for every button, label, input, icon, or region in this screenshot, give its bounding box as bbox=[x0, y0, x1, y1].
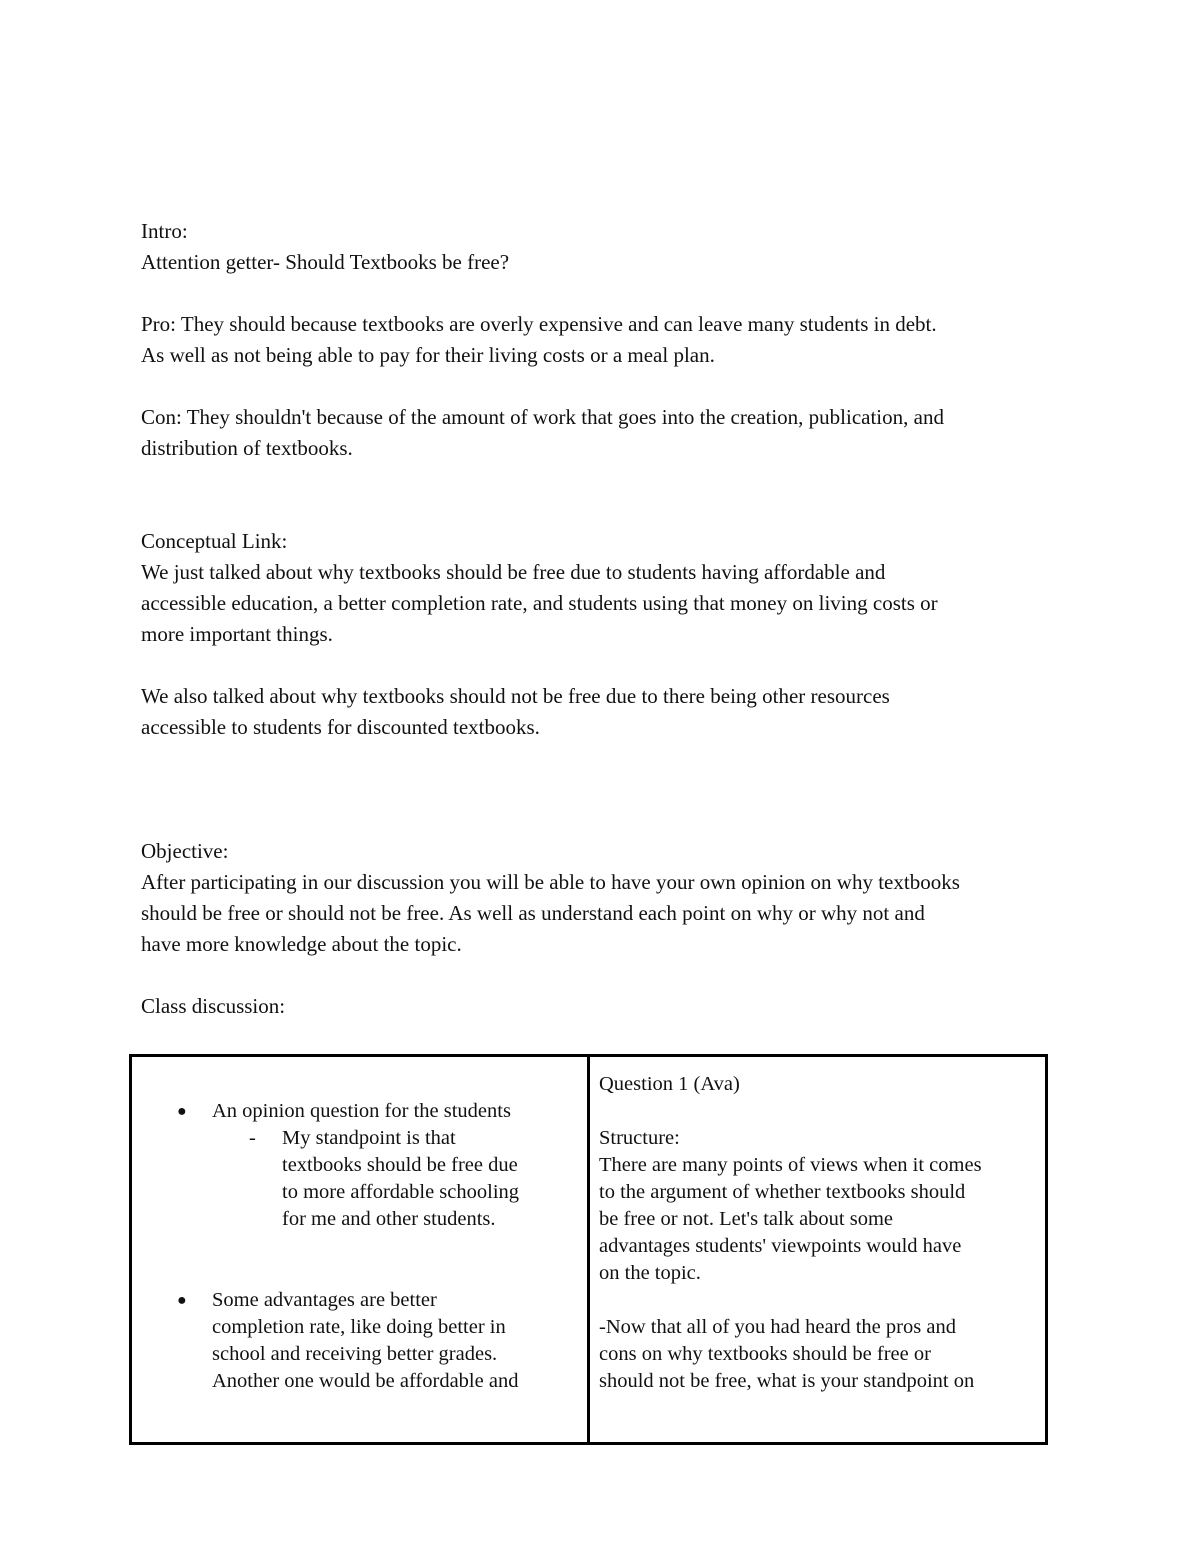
discussion-table bbox=[129, 1054, 1048, 1445]
conceptual-link-p1-line-3: more important things. bbox=[141, 622, 333, 646]
objective-heading: Objective: bbox=[141, 839, 229, 863]
conceptual-link-heading: Conceptual Link: bbox=[141, 529, 288, 553]
question-line-3: should not be free, what is your standpoint on bbox=[599, 1370, 975, 1392]
bullet-1-text: An opinion question for the students bbox=[212, 1100, 511, 1122]
table-row bbox=[131, 1056, 1047, 1444]
sub-1-line-2: textbooks should be free due bbox=[282, 1154, 518, 1176]
sub-list-item bbox=[132, 1125, 587, 1233]
list-item bbox=[132, 1098, 587, 1233]
structure-label: Structure: bbox=[599, 1127, 680, 1149]
bullet-2-line-3: school and receiving better grades. bbox=[212, 1343, 498, 1365]
attention-getter: Attention getter- Should Textbooks be free? bbox=[141, 250, 510, 274]
structure-line-2: to the argument of whether textbooks should bbox=[599, 1181, 966, 1203]
sub-1-line-4: for me and other students. bbox=[282, 1208, 496, 1230]
structure-line-3: be free or not. Let's talk about some bbox=[599, 1208, 894, 1230]
objective-line-3: have more knowledge about the topic. bbox=[141, 932, 462, 956]
question-line-2: cons on why textbooks should be free or bbox=[599, 1343, 931, 1365]
con-line-1: Con: They shouldn't because of the amount of work that goes into the creation, publication, and bbox=[141, 405, 944, 429]
structure-line-1: There are many points of views when it comes bbox=[599, 1154, 982, 1176]
dash-icon: - bbox=[249, 1127, 256, 1149]
sub-1-line-3: to more affordable schooling bbox=[282, 1181, 520, 1203]
structure-line-4: advantages students' viewpoints would have bbox=[599, 1235, 962, 1257]
bullet-icon: ● bbox=[177, 1292, 187, 1309]
objective-line-1: After participating in our discussion you will be able to have your own opinion on why textbooks bbox=[141, 870, 960, 894]
bullet-2-line-2: completion rate, like doing better in bbox=[212, 1316, 506, 1338]
class-discussion-heading: Class discussion: bbox=[141, 994, 286, 1018]
bullet-2-line-1: Some advantages are better bbox=[212, 1289, 437, 1311]
pro-line-2: As well as not being able to pay for their living costs or a meal plan. bbox=[141, 343, 715, 367]
intro-heading: Intro: bbox=[141, 219, 188, 243]
con-line-2: distribution of textbooks. bbox=[141, 436, 353, 460]
bullet-icon: ● bbox=[177, 1103, 187, 1120]
question-title: Question 1 (Ava) bbox=[599, 1073, 740, 1095]
sub-1-line-1: My standpoint is that bbox=[282, 1127, 456, 1149]
pro-line-1: Pro: They should because textbooks are overly expensive and can leave many students in debt. bbox=[141, 312, 937, 336]
bullet-2-line-4: Another one would be affordable and bbox=[212, 1370, 519, 1392]
conceptual-link-p1-line-2: accessible education, a better completion rate, and students using that money on living costs or bbox=[141, 591, 938, 615]
conceptual-link-p2-line-2: accessible to students for discounted textbooks. bbox=[141, 715, 540, 739]
conceptual-link-p1-line-1: We just talked about why textbooks should be free due to students having affordable and bbox=[141, 560, 886, 584]
right-cell bbox=[589, 1056, 1047, 1444]
list-item bbox=[132, 1287, 587, 1395]
structure-line-5: on the topic. bbox=[599, 1262, 701, 1284]
objective-line-2: should be free or should not be free. As well as understand each point on why or why not and bbox=[141, 901, 925, 925]
question-line-1: -Now that all of you had heard the pros and bbox=[599, 1316, 956, 1338]
bullet-list bbox=[132, 1098, 587, 1395]
conceptual-link-p2-line-1: We also talked about why textbooks should not be free due to there being other resources bbox=[141, 684, 890, 708]
left-cell bbox=[131, 1056, 589, 1444]
